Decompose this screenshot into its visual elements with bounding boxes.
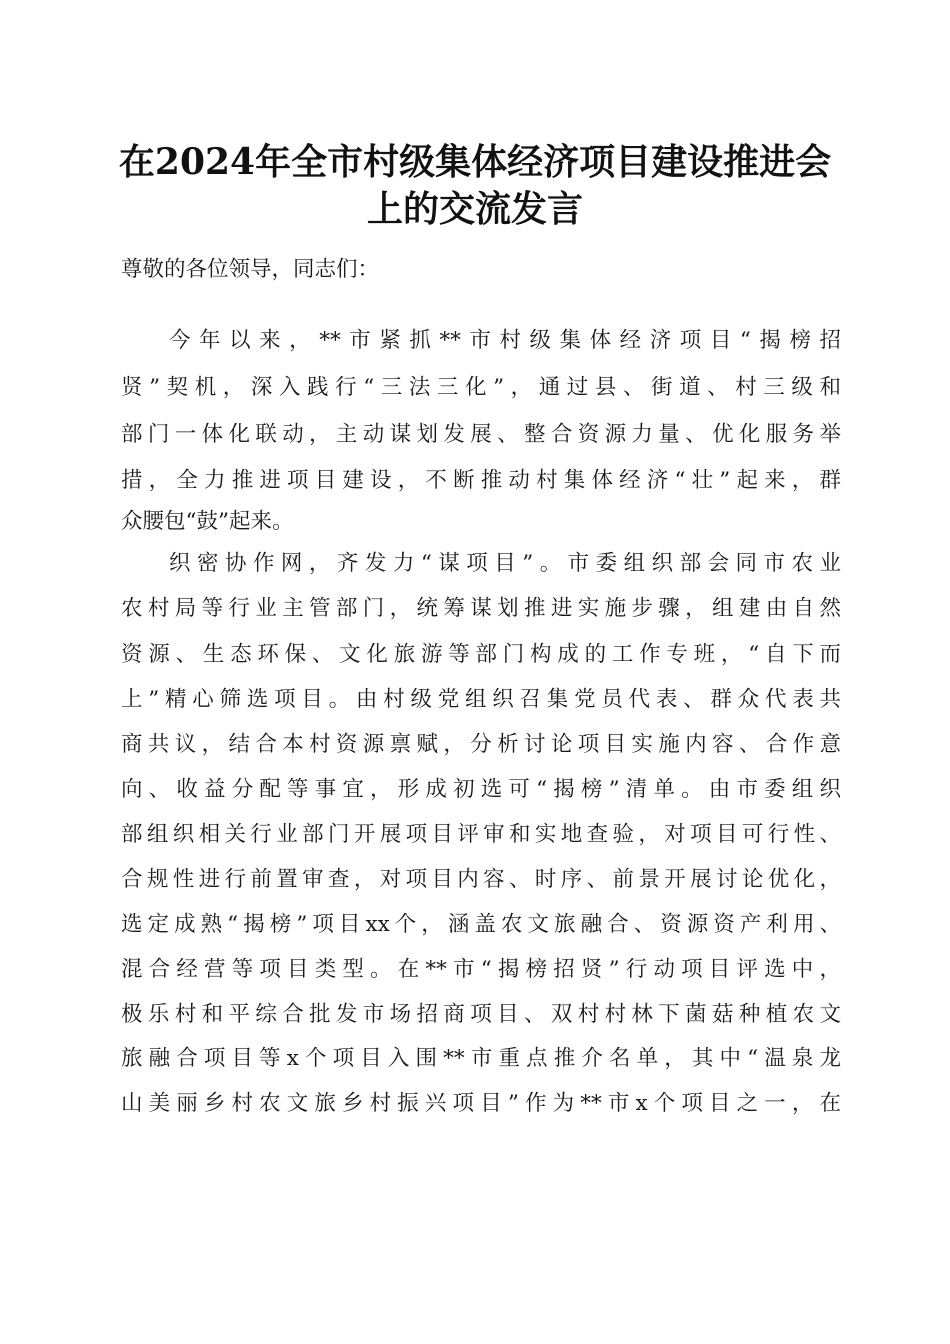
paragraph-line: 今年以来，**市紧抓**市村级集体经济项目“揭榜招 bbox=[169, 328, 841, 353]
paragraph-line: 上”精心筛选项目。由村级党组织召集党员代表、群众代表共 bbox=[121, 687, 841, 712]
paragraph-line: 众腰包“鼓”起来。 bbox=[121, 509, 294, 534]
paragraph-line: 极乐村和平综合批发市场招商项目、双村村林下菌菇种植农文 bbox=[121, 1002, 841, 1027]
paragraph-line: 部组织相关行业部门开展项目评审和实地查验，对项目可行性、 bbox=[121, 822, 841, 847]
paragraph-line: 旅融合项目等x个项目入围**市重点推介名单，其中“温泉龙 bbox=[121, 1046, 841, 1071]
document-title-line-2: 上的交流发言 bbox=[366, 188, 583, 230]
paragraph-line: 商共议，结合本村资源禀赋，分析讨论项目实施内容、合作意 bbox=[121, 732, 841, 757]
paragraph-line: 农村局等行业主管部门，统筹谋划推进实施步骤，组建由自然 bbox=[121, 596, 841, 621]
paragraph-line: 织密协作网，齐发力“谋项目”。市委组织部会同市农业 bbox=[169, 551, 841, 576]
paragraph-line: 部门一体化联动，主动谋划发展、整合资源力量、优化服务举 bbox=[121, 422, 841, 447]
paragraph-line: 混合经营等项目类型。在**市“揭榜招贤”行动项目评选中， bbox=[121, 957, 841, 982]
paragraph-line: 选定成熟“揭榜”项目xx个，涵盖农文旅融合、资源资产利用、 bbox=[121, 912, 841, 937]
paragraph-line: 向、收益分配等事宜，形成初选可“揭榜”清单。由市委组织 bbox=[121, 777, 841, 802]
paragraph-line: 措，全力推进项目建设，不断推动村集体经济“壮”起来，群 bbox=[121, 468, 841, 493]
paragraph-line: 资源、生态环保、文化旅游等部门构成的工作专班，“自下而 bbox=[121, 642, 841, 667]
paragraph-line: 合规性进行前置审查，对项目内容、时序、前景开展讨论优化， bbox=[121, 867, 841, 892]
document-title-line-1: 在2024年全市村级集体经济项目建设推进会 bbox=[118, 141, 832, 183]
salutation: 尊敬的各位领导，同志们： bbox=[121, 257, 380, 282]
paragraph-line: 山美丽乡村农文旅乡村振兴项目”作为**市x个项目之一，在 bbox=[121, 1091, 841, 1116]
paragraph-line: 贤”契机，深入践行“三法三化”，通过县、街道、村三级和 bbox=[121, 375, 841, 400]
